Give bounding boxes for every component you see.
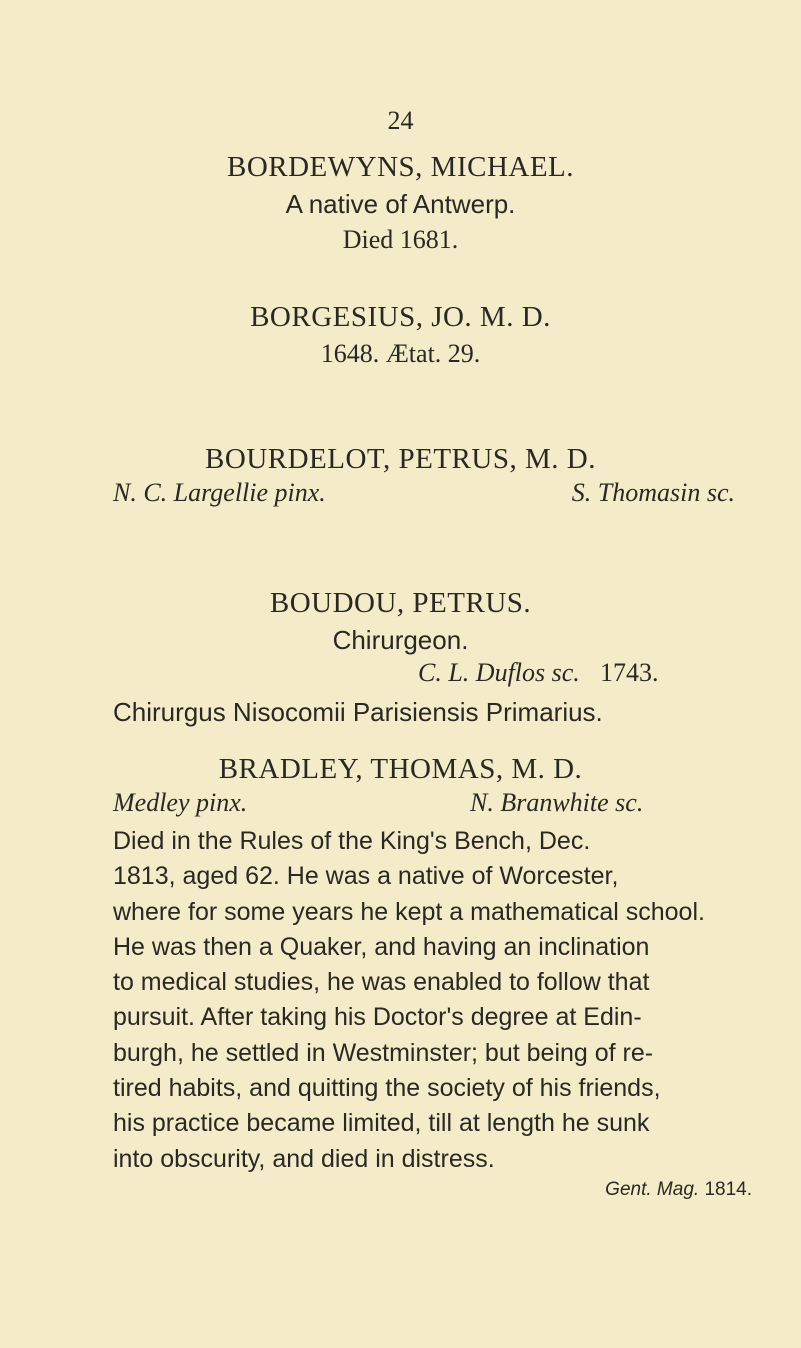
paragraph-line: burgh, he settled in Westminster; but being of re- bbox=[113, 1038, 654, 1067]
entry-heading: BORGESIUS, JO. M. D. bbox=[250, 301, 551, 333]
painter-credit: N. C. Largellie pinx. bbox=[113, 478, 326, 507]
entry-line: 1648. Ætat. 29. bbox=[320, 339, 481, 368]
citation bbox=[0, 1179, 752, 1201]
entry-heading: BRADLEY, THOMAS, M. D. bbox=[218, 753, 583, 785]
entry-line: Died 1681. bbox=[342, 225, 459, 254]
entry-heading: BORDEWYNS, MICHAEL. bbox=[226, 151, 575, 183]
citation-source: Gent. Mag. bbox=[605, 1178, 700, 1200]
paragraph-line: his practice became limited, till at length he sunk bbox=[113, 1109, 650, 1138]
painter-credit: Medley pinx. bbox=[113, 788, 248, 817]
engraver-credit: N. Branwhite sc. bbox=[470, 788, 644, 817]
artist-credits bbox=[0, 658, 801, 694]
paragraph-line: where for some years he kept a mathematical school. bbox=[113, 897, 705, 926]
page-number: 24 bbox=[387, 106, 414, 135]
entry-line: A native of Antwerp. bbox=[285, 189, 516, 219]
entry-heading: BOUDOU, PETRUS. bbox=[269, 587, 532, 619]
artist-credits bbox=[0, 478, 801, 514]
entry-boudou bbox=[0, 584, 801, 730]
paragraph-line: pursuit. After taking his Doctor's degree at Edin- bbox=[113, 1003, 642, 1032]
engraver-credit: C. L. Duflos sc. bbox=[418, 658, 580, 687]
entry-bourdelot bbox=[0, 440, 801, 514]
paragraph-line: He was then a Quaker, and having an inclination bbox=[113, 932, 650, 961]
entry-heading: BOURDELOT, PETRUS, M. D. bbox=[205, 443, 596, 475]
paragraph-line: into obscurity, and died in distress. bbox=[113, 1144, 495, 1173]
paragraph-line: to medical studies, he was enabled to follow that bbox=[113, 968, 650, 997]
paragraph-line: 1813, aged 62. He was a native of Worcester, bbox=[113, 862, 619, 891]
citation-year: 1814. bbox=[704, 1178, 752, 1200]
entry-title: Chirurgeon. bbox=[332, 625, 469, 655]
entry-borgesius bbox=[0, 298, 801, 372]
paragraph-line: Died in the Rules of the King's Bench, Dec. bbox=[113, 827, 591, 855]
artist-credits bbox=[0, 788, 801, 824]
entry-bradley bbox=[0, 750, 801, 1201]
entry-bordewyns bbox=[0, 148, 801, 258]
engraver-credit: S. Thomasin sc. bbox=[571, 478, 735, 507]
entry-office: Chirurgus Nisocomii Parisiensis Primarius. bbox=[113, 697, 603, 727]
engraver-year: 1743. bbox=[600, 658, 659, 687]
paragraph-line: tired habits, and quitting the society of his friends, bbox=[113, 1074, 661, 1103]
biography-paragraph bbox=[113, 824, 750, 1177]
